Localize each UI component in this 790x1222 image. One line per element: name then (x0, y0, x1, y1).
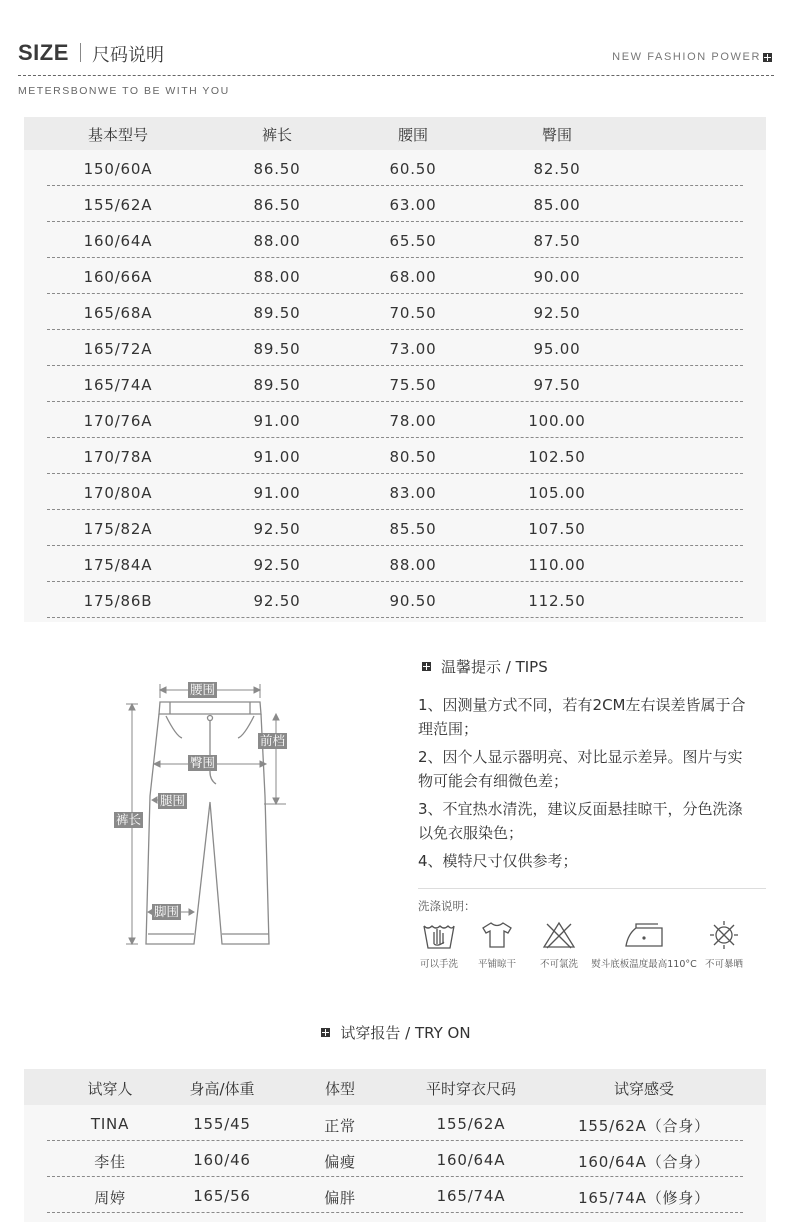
header-divider (18, 75, 774, 76)
col-header-waist: 腰围 (397, 126, 428, 144)
cell-model: 170/78A (83, 448, 153, 466)
cell-hip: 112.50 (528, 592, 586, 610)
cell-length: 92.50 (253, 556, 301, 574)
col-header-body-type: 体型 (324, 1080, 355, 1098)
wash-label: 不可氯洗 (539, 959, 578, 970)
cell-length: 89.50 (253, 304, 301, 322)
cell-body-type: 偏胖 (324, 1189, 356, 1207)
table-row (24, 1177, 766, 1213)
cell-hip: 85.00 (533, 196, 581, 214)
cell-hip: 90.00 (533, 268, 581, 286)
col-header-hip: 臀围 (541, 126, 572, 144)
cell-waist: 60.50 (389, 160, 437, 178)
table-row (24, 258, 766, 294)
cell-length: 91.00 (253, 484, 301, 502)
table-row (24, 546, 766, 582)
cell-hip: 105.00 (528, 484, 586, 502)
cell-waist: 83.00 (389, 484, 437, 502)
cell-waist: 80.50 (389, 448, 437, 466)
label-front-rise: 前档 (260, 733, 286, 748)
cell-hip: 82.50 (533, 160, 581, 178)
cell-height-weight: 160/46 (193, 1151, 251, 1169)
cell-model: 165/74A (83, 376, 153, 394)
cell-waist: 85.50 (389, 520, 437, 538)
col-header-usual-size: 平时穿衣尺码 (425, 1080, 516, 1098)
brand-tagline (612, 51, 772, 63)
cell-length: 91.00 (253, 448, 301, 466)
size-heading-cn: 尺码说明 (92, 45, 164, 66)
wash-item-dry-flat (472, 920, 522, 970)
table-row (24, 402, 766, 438)
try-on-title: 试穿报告 / TRY ON (340, 1024, 471, 1042)
cell-model: 170/76A (83, 412, 153, 430)
iron-low-icon (622, 920, 666, 950)
pants-diagram (110, 676, 310, 951)
cell-person: 周婷 (94, 1189, 126, 1207)
table-row (24, 186, 766, 222)
wash-item-no-bleach (534, 920, 584, 970)
cell-height-weight: 165/56 (193, 1187, 251, 1205)
cell-waist: 78.00 (389, 412, 437, 430)
try-on-table (24, 1069, 766, 1222)
wash-label: 熨斗底板温度最高110°C (591, 959, 697, 970)
cell-body-type: 偏瘦 (324, 1153, 356, 1171)
cell-length: 92.50 (253, 520, 301, 538)
cell-feedback: 165/74A（修身） (578, 1189, 710, 1207)
cell-body-type: 正常 (324, 1117, 356, 1135)
cell-person: 李佳 (94, 1153, 126, 1171)
cell-length: 92.50 (253, 592, 301, 610)
wash-item-iron (590, 920, 698, 970)
cell-model: 150/60A (83, 160, 153, 178)
cell-length: 88.00 (253, 268, 301, 286)
cell-length: 89.50 (253, 376, 301, 394)
cell-model: 175/84A (83, 556, 153, 574)
try-on-table-header (24, 1069, 766, 1105)
plus-square-icon (422, 662, 431, 671)
cell-person: TINA (90, 1115, 130, 1133)
table-row (24, 294, 766, 330)
label-waist: 腰围 (190, 682, 216, 697)
cell-waist: 70.50 (389, 304, 437, 322)
tips-title: 温馨提示 / TIPS (441, 658, 548, 676)
cell-length: 89.50 (253, 340, 301, 358)
cell-length: 88.00 (253, 232, 301, 250)
cell-model: 165/68A (83, 304, 153, 322)
no-bleach-icon (541, 920, 577, 950)
no-sun-icon (706, 920, 742, 950)
cell-height-weight: 155/45 (193, 1115, 251, 1133)
cell-waist: 65.50 (389, 232, 437, 250)
label-thigh: 腿围 (160, 793, 186, 808)
wash-divider (418, 888, 766, 889)
hand-wash-icon (421, 920, 457, 950)
cell-waist: 68.00 (389, 268, 437, 286)
cell-waist: 88.00 (389, 556, 437, 574)
cell-hip: 95.00 (533, 340, 581, 358)
dry-flat-icon (479, 920, 515, 950)
cell-length: 91.00 (253, 412, 301, 430)
wash-label: 可以手洗 (419, 959, 458, 970)
table-row (24, 150, 766, 186)
cell-hip: 92.50 (533, 304, 581, 322)
label-hem: 脚围 (154, 904, 180, 919)
col-header-height-weight: 身高/体重 (189, 1080, 255, 1098)
col-header-model: 基本型号 (87, 126, 148, 144)
tips-section (418, 656, 768, 877)
wash-label: 不可暴晒 (704, 959, 743, 970)
cell-length: 86.50 (253, 160, 301, 178)
tip-item: 4、模特尺寸仅供参考； (418, 852, 578, 870)
tip-item: 2、因个人显示器明亮、对比显示差异。图片与实物可能会有细微色差； (418, 748, 743, 790)
cell-waist: 75.50 (389, 376, 437, 394)
cell-usual-size: 160/64A (436, 1151, 506, 1169)
table-row (24, 366, 766, 402)
cell-model: 155/62A (83, 196, 153, 214)
tips-list (418, 693, 768, 873)
cell-usual-size: 165/74A (436, 1187, 506, 1205)
cell-model: 170/80A (83, 484, 153, 502)
tip-item: 3、不宜热水清洗，建议反面悬挂晾干，分色洗涤以免衣服染色； (418, 800, 743, 842)
cell-hip: 100.00 (528, 412, 586, 430)
cell-hip: 97.50 (533, 376, 581, 394)
page-header (18, 40, 774, 76)
cell-waist: 90.50 (389, 592, 437, 610)
tips-header (418, 656, 768, 677)
cell-feedback: 160/64A（合身） (578, 1153, 710, 1171)
plus-square-icon (321, 1028, 330, 1037)
cell-waist: 73.00 (389, 340, 437, 358)
table-row (24, 222, 766, 258)
label-length: 裤长 (116, 812, 142, 827)
col-header-length: 裤长 (261, 126, 292, 144)
wash-item-hand (414, 920, 464, 970)
cell-usual-size: 155/62A (436, 1115, 506, 1133)
plus-square-icon (763, 53, 772, 62)
size-table-header (24, 117, 766, 150)
size-heading: SIZE (18, 40, 69, 65)
tip-item: 1、因测量方式不同，若有2CM左右误差皆属于合理范围； (418, 696, 746, 738)
table-row (24, 1141, 766, 1177)
cell-model: 160/66A (83, 268, 153, 286)
wash-item-no-sun (700, 920, 748, 970)
cell-hip: 87.50 (533, 232, 581, 250)
cell-hip: 110.00 (528, 556, 586, 574)
heading-divider (80, 43, 81, 62)
brand-tagline-text: NEW FASHION POWER (612, 51, 761, 63)
cell-hip: 102.50 (528, 448, 586, 466)
cell-waist: 63.00 (389, 196, 437, 214)
label-hip: 臀围 (190, 755, 216, 770)
cell-feedback: 155/62A（合身） (578, 1117, 710, 1135)
try-on-header (0, 1022, 790, 1043)
col-header-person: 试穿人 (87, 1080, 133, 1098)
table-row (24, 330, 766, 366)
cell-model: 165/72A (83, 340, 153, 358)
cell-model: 175/82A (83, 520, 153, 538)
cell-model: 175/86B (83, 592, 153, 610)
header-subtitle: METERSBONWE TO BE WITH YOU (18, 85, 230, 97)
wash-title: 洗涤说明： (418, 899, 476, 913)
table-row (24, 474, 766, 510)
table-row (24, 1105, 766, 1141)
wash-label: 平铺晾干 (477, 959, 516, 970)
cell-length: 86.50 (253, 196, 301, 214)
size-table (24, 117, 766, 622)
table-row (24, 510, 766, 546)
cell-model: 160/64A (83, 232, 153, 250)
table-row (24, 582, 766, 618)
cell-hip: 107.50 (528, 520, 586, 538)
table-row (24, 438, 766, 474)
col-header-feedback: 试穿感受 (613, 1080, 674, 1098)
